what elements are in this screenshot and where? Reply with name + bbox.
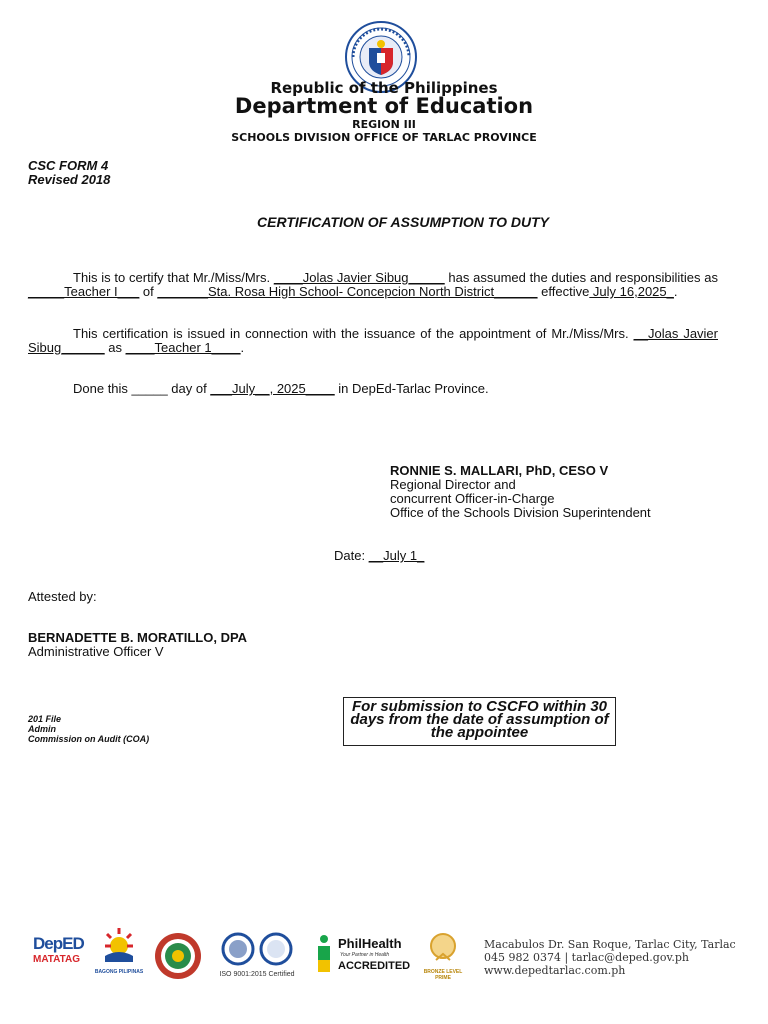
attester-position: Administrative Officer V — [28, 644, 164, 659]
paragraph-2 — [28, 327, 718, 355]
appointee-name: __Jolas Javier Sibug______ — [28, 326, 718, 355]
signatory-title-3: Office of the Schools Division Superintendent — [390, 505, 651, 520]
attester-name: BERNADETTE B. MORATILLO, DPA — [28, 630, 248, 645]
date-label: Date: — [334, 548, 369, 563]
signatory-name: RONNIE S. MALLARI, PhD, CESO V — [390, 463, 609, 478]
p1-text-c: of — [139, 284, 158, 299]
iso-certification-logos — [213, 932, 301, 978]
footer-website: www.depedtarlac.com.ph — [484, 964, 626, 977]
p1-text-a: This is to certify that Mr./Miss/Mrs. — [73, 270, 274, 285]
copy-item: Commission on Audit (COA) — [28, 734, 150, 744]
paragraph-3 — [28, 382, 718, 396]
p2-text-b: as — [104, 340, 126, 355]
assignee-name: ____Jolas Javier Sibug_____ — [273, 270, 445, 285]
date-value: __July 1_ — [368, 548, 425, 563]
philhealth-tagline: Your Partner in Health — [340, 952, 390, 958]
signatory-title-1: Regional Director and — [390, 477, 516, 492]
assignee-school: _______Sta. Rosa High School- Concepcion North District______ — [157, 284, 538, 299]
department-heading: Department of Education — [234, 94, 534, 118]
p1-text-d: effective — [537, 284, 590, 299]
p2-text-a: This certification is issued in connection with the issuance of the appointment of Mr./Miss/Mrs. — [73, 326, 634, 341]
philhealth-text: PhilHealth — [338, 936, 402, 951]
copy-furnished-list — [28, 714, 149, 744]
done-month-year: ___July__, 2025____ — [210, 381, 335, 396]
republic-heading: Republic of the Philippines — [270, 79, 498, 97]
paragraph-1 — [28, 271, 718, 299]
accredited-text: ACCREDITED — [338, 960, 411, 972]
bagong-pilipinas-sun-icon — [99, 926, 139, 964]
assignee-position: _____Teacher I___ — [28, 284, 140, 299]
form-number: CSC FORM 4 — [28, 158, 109, 173]
date-line — [334, 548, 424, 563]
region-heading: REGION III — [352, 118, 416, 131]
footer-contact-line: 045 982 0374 | tarlac@deped.gov.ph — [484, 951, 689, 964]
prime-text: BRONZE LEVEL PRIME — [423, 969, 463, 981]
attested-label: Attested by: — [28, 589, 97, 604]
effective-date: July 16,2025_ — [589, 284, 674, 299]
bagong-pilipinas-text: BAGONG PILIPINAS — [94, 969, 144, 975]
philhealth-icon — [314, 934, 336, 974]
footer-address: Macabulos Dr. San Roque, Tarlac City, Tarlac — [484, 938, 736, 951]
p3-text-a: Done this _____ day of — [73, 381, 211, 396]
iso-text: ISO 9001:2015 Certified — [219, 971, 295, 978]
form-revised: Revised 2018 — [28, 172, 111, 187]
document-title: CERTIFICATION OF ASSUMPTION TO DUTY — [257, 214, 549, 230]
prime-award-logo — [419, 932, 467, 981]
p3-text-b: in DepEd-Tarlac Province. — [334, 381, 489, 396]
bagong-pilipinas-logo — [91, 926, 147, 975]
footer-contact — [484, 938, 736, 977]
signatory-block — [390, 464, 651, 520]
submission-note: For submission to CSCFO within 30 days from the date of assumption of the appointee — [350, 698, 609, 741]
appointee-position: ____Teacher 1____ — [125, 340, 241, 355]
signatory-title-2: concurrent Officer-in-Charge — [390, 491, 555, 506]
deped-logo-text: DepED — [33, 934, 84, 953]
copy-item: 201 File — [28, 714, 62, 724]
iso-badges-icon — [217, 932, 297, 966]
copy-item: Admin — [28, 724, 56, 734]
matatag-text: MATATAG — [33, 954, 81, 965]
form-info — [28, 159, 110, 187]
submission-note-box — [343, 697, 616, 746]
p1-text-b: has assumed the duties and responsibilities as — [444, 270, 718, 285]
p1-text-e: . — [673, 284, 678, 299]
sdo-tarlac-seal-icon — [154, 932, 202, 980]
prime-award-icon — [426, 932, 460, 964]
division-heading: SCHOOLS DIVISION OFFICE OF TARLAC PROVINCE — [231, 131, 537, 144]
deped-matatag-logo — [33, 934, 91, 965]
attester-block — [28, 631, 247, 659]
p2-text-c: . — [240, 340, 245, 355]
